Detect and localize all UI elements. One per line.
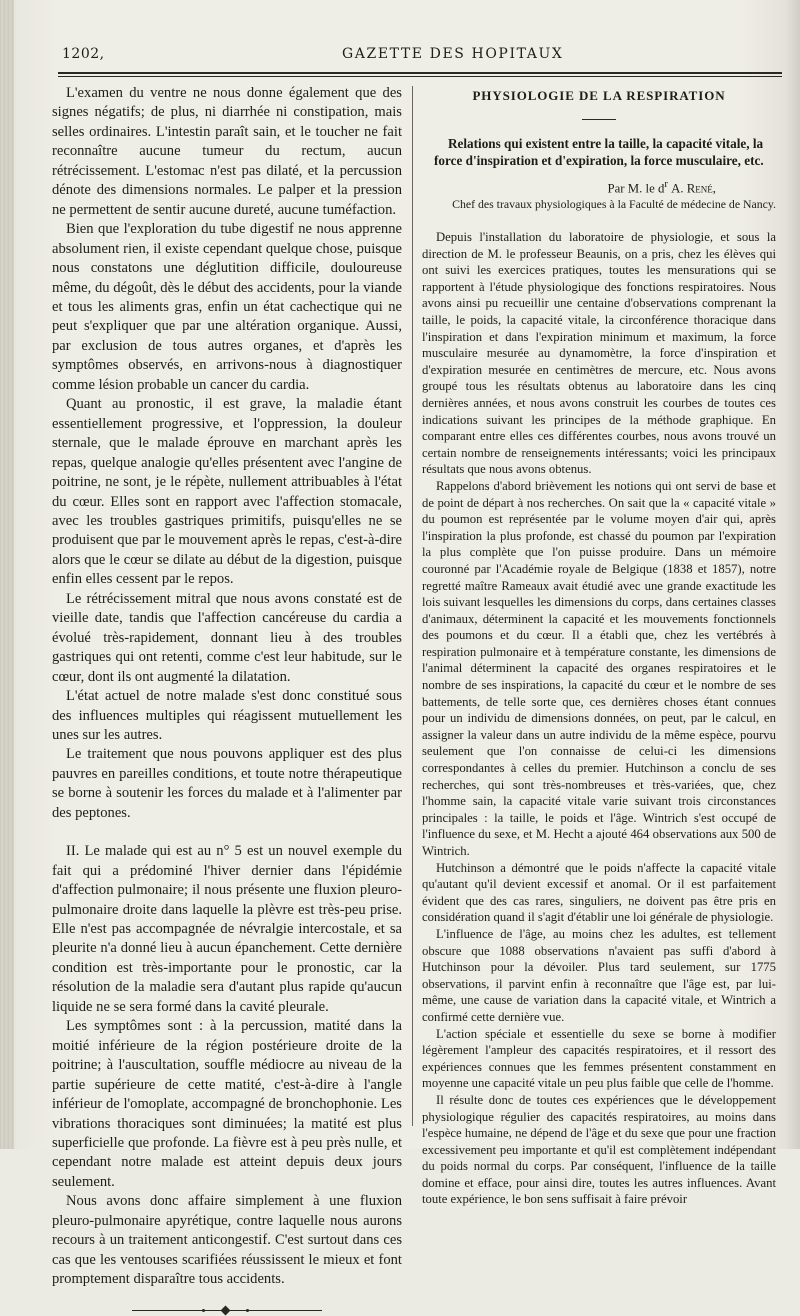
- left-column: [52, 84, 402, 1316]
- paragraph: Depuis l'installation du laboratoire de physiologie, et sous la direction de M. le professeur Beaunis, on a pris, chez les élèves qui ont suivi les exercices pratiques, toutes les mensurations qui se rapportent à l'étude physiologique des fonctions respiratoires. Nous avons ainsi pu recueillir une centaine d'observations comprenant la taille, le poids, la capacité vitale, la circonférence thoracique dans l'inspiration et dans l'expiration minimum et maximum, la force musculaire mesurée au dynamomètre, la force d'inspiration et d'expiration mesurée en centimètres de mercure, etc. Nous avons groupé tous les résultats obtenus au laboratoire dans les cinq dernières années, et nous avons construit les courbes de toutes ces indications suivant les principes de la méthode graphique. En comparant entre elles ces différentes courbes, nous avons trouvé un certain nombre de renseignements intéressants; voici les principaux résultats que nous avons obtenus.: [422, 230, 776, 477]
- paragraph: Les symptômes sont : à la percussion, matité dans la moitié inférieure de la région postérieure droite de la poitrine; à l'auscultation, souffle médiocre au niveau de la partie supérieure de cette matité, c'est-à-dire à l'angle inférieur de l'omoplate, accompagné de bronchophonie. Les vibrations thoraciques sont diminuées; la matité est plus superficielle que profonde. La fièvre est à peu près nulle, et cependant notre malade est atteint depuis deux jours seulement.: [52, 1018, 402, 1190]
- column-divider: [412, 86, 413, 1126]
- end-ornament: [132, 1306, 322, 1316]
- paragraph: L'influence de l'âge, au moins chez les adultes, est tellement obscure que 1088 observations n'avaient pas suffi d'abord à Hutchinson pour la dévoiler. Plus tard seulement, sur 1775 observations, il parvint enfin à reconnaître que l'âge est, par lui-même, une cause de variation dans la capacité vitale, et Wintrich a confirmé cette dernière vue.: [422, 926, 776, 1024]
- author-prefix: Par M. le d: [607, 180, 665, 195]
- author-affiliation: Chef des travaux physiologiques à la Faculté de médecine de Nancy.: [452, 197, 776, 212]
- author-line: [422, 177, 776, 197]
- article-title: Relations qui existent entre la taille, la capacité vitale, la force d'inspiration et d'expiration, la force musculaire, etc.: [434, 135, 764, 168]
- paragraph: Il résulte donc de toutes ces expériences que le développement physiologique régulier des capacités respiratoires, au moins dans l'espèce humaine, ne dépend de l'âge et du sexe que pour une fraction excessivement peu importante et qu'il est complètement indépendant du poids normal du corps. Par conséquent, l'influence de la taille domine et efface, pour ainsi dire, toutes les autres influences. Avant toute expérience, le bon sens suffisait à faire prévoir: [422, 1092, 776, 1207]
- paragraph: L'action spéciale et essentielle du sexe se borne à modifier légèrement l'ampleur des capacités respiratoires, et il ressort des expériences connues que les femmes présentent constamment en moyenne une capacité vitale un peu plus faible que celle de l'homme.: [422, 1026, 776, 1091]
- paragraph: Hutchinson a démontré que le poids n'affecte la capacité vitale qu'autant qu'il devient excessif et anomal. Or il est parfaitement évident que des cas rares, singuliers, ne doivent pas être pris en considération quand il s'agit d'établir une loi générale de physiologie.: [422, 860, 776, 925]
- header-rule-thin: [58, 76, 782, 77]
- page-header: [62, 44, 782, 66]
- paragraph: Rappelons d'abord brièvement les notions qui ont servi de base et de point de départ à nos recherches. On sait que la « capacité vitale » du poumon est représentée par le volume moyen d'air qui, après l'inspiration la plus profonde, est chassé du poumon par l'expiration la plus complète que l'on puisse produire. Dans un mémoire couronné par l'Académie royale de Belgique (1838 et 1857), notre regretté maître Rameaux avait étudié avec une grande exactitude les lois suivant lesquelles les dimensions du corps, dans certaines classes d'animaux, déterminent la capacité et les mouvements fonctionnels des poumons et du cœur. Il a établi que, chez les vertébrés à respiration pulmonaire et à température constante, les dimensions de l'animal déterminent la capacité des organes respiratoires et le nombre de ses inspirations, la capacité du cœur et le nombre de ses battements, de telle sorte que, ces dernières choses étant connues pour un individu de dimensions données, on peut, par le calcul, en assigner la valeur dans un autre individu de la même espèce, pourvu seulement que l'on connaisse de celui-ci les dimensions correspondantes à celles du premier. Hutchinson a conclu de ses recherches, qui sont très-nombreuses et très-variées, que, chez l'homme sain, la capacité vitale varie suivant trois circonstances principales : la taille, le poids et l'âge. Wintrich s'est occupé de l'influence du sexe, et M. Hecht a ajouté 464 observations aux 500 de Wintrich.: [422, 478, 776, 859]
- right-column: [422, 84, 776, 1208]
- paragraph: Bien que l'exploration du tube digestif ne nous apprenne absolument rien, il existe cependant quelque chose, puisque nous constatons une déglutition difficile, douloureuse même, du dégoût, dès le début des accidents, pour la viande et tous les aliments gras, enfin un état cachectique qui ne peut s'expliquer que par une altération organique. Aussi, par exclusion de tous autres organes, et d'après les symptômes observés, en arrivons-nous à diagnostiquer comme lésion probable un cancer du cardia.: [52, 221, 402, 393]
- journal-title: GAZETTE DES HOPITAUX: [342, 46, 564, 62]
- paragraph: Nous avons donc affaire simplement à une fluxion pleuro-pulmonaire apyrétique, contre laquelle nous aurons recours à un traitement anticongestif. C'est surtout dans ces cas que les ventouses scarifiées réussissent le mieux et font promptement disparaître tous accidents.: [52, 1193, 402, 1288]
- page-number: 1202,: [62, 46, 105, 62]
- paragraph: Le traitement que nous pouvons appliquer est des plus pauvres en pareilles conditions, et toute notre thérapeutique se borne à soutenir les forces du malade et à l'alimenter par des peptones.: [52, 746, 402, 821]
- title-rule: [582, 119, 616, 120]
- page-binding-edge: [0, 0, 14, 1149]
- paragraph: Le rétrécissement mitral que nous avons constaté est de vieille date, tandis que l'affection cancéreuse du cardia a évolué très-rapidement, donnant lieu à des troubles gastriques qui ont retenti, comme c'est leur habitude, sur le cœur, dont ils ont augmenté la dilatation.: [52, 590, 402, 685]
- paragraph: L'état actuel de notre malade s'est donc constitué sous des influences multiples qui réagissent mutuellement les unes sur les autres.: [52, 688, 402, 743]
- author-name: A. René,: [671, 180, 716, 195]
- header-rule-thick: [58, 72, 782, 74]
- author-superscript: r: [664, 178, 668, 190]
- paragraph: II. Le malade qui est au n° 5 est un nouvel exemple du fait qui a prédominé l'hiver dernier dans l'épidémie d'affection pulmonaire; il nous présente une fluxion pleuro-pulmonaire droite dans laquelle la plèvre est très-peu prise. Elle n'est pas accompagnée de névralgie intercostale, et sa pleurite n'a donné lieu à aucun épanchement. Cette dernière condition est très-importante pour le pronostic, car la résolution de la maladie sera d'autant plus rapide qu'aucun liquide ne se sera formé dans la cavité pleurale.: [52, 843, 402, 1015]
- paragraph: L'examen du ventre ne nous donne également que des signes négatifs; de plus, ni diarrhée ni constipation, mais selles ordinaires. L'intestin paraît sain, et le toucher ne fait reconnaître aucune tumeur du rectum, aucun rétrécissement. L'estomac n'est pas dilaté, et la percussion dénote des dimensions normales. Le palper et la pression ne permettent de sentir aucune dureté, aucune tuméfaction.: [52, 85, 402, 218]
- paragraph: Quant au pronostic, il est grave, la maladie étant essentiellement progressive, et l'oppression, la douleur sternale, que le malade éprouve en marchant après les repas, quelque analogie qu'elles présentent avec l'angine de poitrine, ne sont, je le répète, nullement attribuables à l'état du cœur. Elles sont en rapport avec l'affection stomacale, avec les troubles gastriques primitifs, puisqu'elles ne se produisent que par le mouvement après le repas, c'est-à-dire alors que le cœur se dilate au début de la digestion, puisque enfin elles cessent par le repos.: [52, 396, 402, 588]
- section-title: PHYSIOLOGIE DE LA RESPIRATION: [472, 88, 726, 103]
